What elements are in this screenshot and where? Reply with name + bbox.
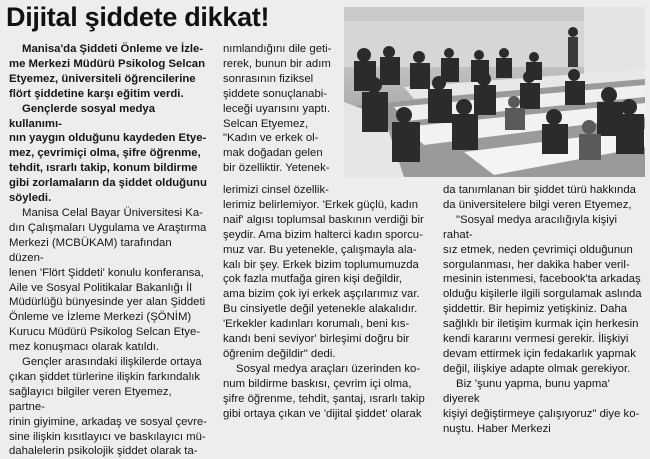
article-column-4: [443, 183, 647, 436]
article-line: da tanımlanan bir şiddet türü hakkında: [443, 184, 636, 196]
article-line: nın yaygın olduğunu kaydeden Etye-: [9, 132, 207, 145]
article-line: leceği uyarısını yaptı.: [223, 102, 331, 115]
article-column-2: [223, 42, 338, 176]
article-line: sağlayıcı bilgiler veren Etyemez, partne-: [9, 385, 172, 413]
article-line: Müdürlüğü bünyesinde yer alan Şiddeti: [9, 296, 206, 309]
article-line: mez, çevrimiçi olma, şifre öğrenme,: [9, 147, 201, 160]
headline: Dijital şiddete dikkat!: [6, 2, 270, 32]
article-line: Bu cinsiyetle değil yetenekle alakalıdır.: [223, 303, 418, 316]
article-line: Biz 'şunu yapma, bunu yapma' diyerek: [443, 377, 610, 405]
article-line: sonrasının fiziksel: [223, 72, 314, 85]
article-column-1: [9, 42, 209, 459]
article-line: tehdit, ısrarlı takip, konum bildirme: [9, 162, 198, 175]
article-line: da üniversitelere bilgi veren Etyemez,: [443, 198, 632, 211]
article-line: lerimiz belirlemiyor. 'Erkek güçlü, kadın: [223, 198, 419, 211]
article-line: Merkezi (MCBÜKAM) tarafından düzen-: [9, 236, 172, 264]
article-line: sine ilişkin kısıtlayıcı ve baskılayıcı mü-: [9, 430, 206, 443]
article-line: flört şiddetine karşı eğitim verdi.: [9, 87, 184, 100]
article-photo: [344, 7, 645, 177]
article-line: çıkan şiddet türlerine ilişkin farkındalık: [9, 370, 201, 383]
article-line: öğrenim değildir" dedi.: [223, 347, 336, 360]
article-line: 'Erkekler kadınları korumalı, beni kıs-: [223, 318, 410, 331]
article-line: Önleme ve İzleme Merkezi (ŞÖNİM): [9, 311, 192, 324]
article-line: sorgulanması, her dakika haber veril-: [443, 258, 630, 271]
article-line: Manisa'da Şiddeti Önleme ve İzle-: [22, 43, 204, 55]
article-line: me Merkezi Müdürü Psikolog Selcan: [9, 57, 206, 70]
article-line: devam ettirmek için fedakarlık yapmak: [443, 347, 636, 360]
article-line: rerek, bunun bir adım: [223, 57, 331, 70]
article-line: kandı beni seviyor' birleşimi doğru bir: [223, 333, 410, 346]
article-line: bir özelliktir. Yetenek-: [223, 162, 330, 175]
article-line: "Sosyal medya aracılığıyla kişiyi rahat-: [443, 213, 618, 241]
article-line: lenen 'Flört Şiddeti' konulu konferansa,: [9, 266, 204, 279]
article-line: dın Çalışmaları Uygulama ve Araştırma: [9, 221, 207, 234]
article-line: şiddettir. Bir hepimiz yetişkiniz. Daha: [443, 303, 628, 316]
article-line: num bildirme baskısı, çevrim içi olma,: [223, 377, 412, 390]
article-line: nımlandığını dile geti-: [223, 43, 332, 55]
article-line: Selcan Etyemez,: [223, 117, 309, 130]
article-line: kalı bir şey. Erkek bizim toplumumuzda: [223, 258, 419, 271]
article-line: nuştu. Haber Merkezi: [443, 422, 551, 435]
article-line: şeydir. Ama bizim halterci kadın sporcu-: [223, 228, 423, 241]
article-line: gibi zorlamaların da şiddet olduğunu: [9, 177, 207, 190]
article-line: söyledi.: [9, 192, 52, 205]
article-line: naif' algısı toplumsal baskının verdiği bir: [223, 213, 424, 226]
article-line: değil, ilişkiye adapte olmak gerekiyor.: [443, 362, 631, 375]
article-line: mesinin istenmesi, facebook'ta arkadaş: [443, 273, 641, 286]
article-line: "Kadın ve erkek ol-: [223, 132, 319, 145]
article-line: Aile ve Sosyal Politikalar Bakanlığı İl: [9, 281, 192, 294]
article-line: Gençler arasındaki ilişkilerde ortaya: [22, 356, 202, 369]
article-line: Manisa Celal Bayar Üniversitesi Ka-: [22, 206, 203, 219]
article-line: rinin giyimine, arkadaş ve sosyal çevre-: [9, 415, 207, 428]
article-line: lerimizi cinsel özellik-: [223, 184, 329, 196]
article-line: mak doğadan gelen: [223, 147, 323, 160]
article-line: mez konuşmacı olarak katıldı.: [9, 341, 160, 354]
article-line: Sosyal medya araçları üzerinden ko-: [236, 362, 421, 375]
article-line: ama bizim çok iyi erkek aşçılarımız var.: [223, 288, 420, 301]
article-line: şiddete sonuçlanabi-: [223, 87, 328, 100]
article-line: gibi ortaya çıkan ve 'dijital şiddet' olarak: [223, 407, 422, 420]
article-line: kendi kararını vermesi gerekir. İlişkiyi: [443, 333, 629, 346]
article-line: Etyemez, üniversiteli öğrencilerine: [9, 72, 196, 85]
article-line: olduğu kişilerle ilgili sorgulamak aslında: [443, 288, 642, 301]
article-line: çok fazla mutfağa giren kişi değildir,: [223, 273, 403, 286]
article-line: sız etmek, neden çevrimiçi olduğunun: [443, 243, 633, 256]
article-line: sağlıklı bir iletişim kurmak için herkesin: [443, 318, 639, 331]
article-line: Kurucu Müdürü Psikolog Selcan Etye-: [9, 326, 201, 339]
article-column-3: [223, 183, 434, 422]
article-line: şifre öğrenme, tehdit, şantaj, ısrarlı takip: [223, 392, 425, 405]
article-line: kişiyi değiştirmeye çalışıyoruz" diye ko-: [443, 407, 640, 420]
article-line: dahalelerin psikolojik şiddet olarak ta-: [9, 445, 198, 458]
article-line: muz var. Bu yetenekle, çalışmayla ala-: [223, 243, 417, 256]
article-line: Gençlerde sosyal medya kullanımı-: [9, 102, 156, 130]
